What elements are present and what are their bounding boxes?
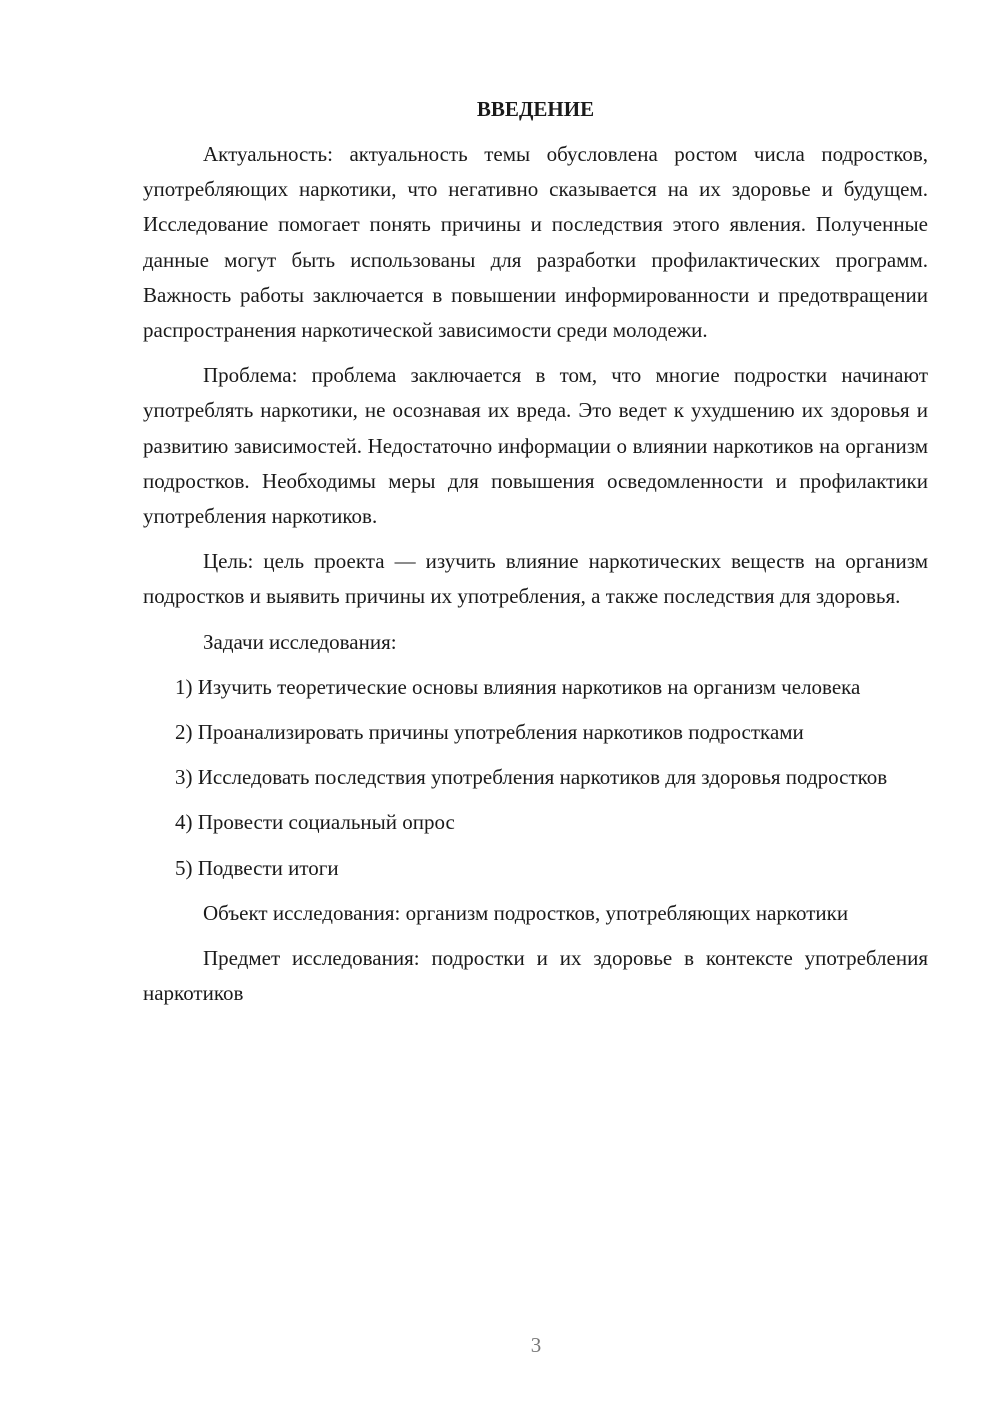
object-paragraph: Объект исследования: организм подростков, употребляющих наркотики <box>203 900 849 925</box>
document-page <box>143 92 928 1011</box>
tasks-list <box>143 670 928 886</box>
list-item: 2) Проанализировать причины употребления наркотиков подростками <box>175 720 804 745</box>
relevance-paragraph: Актуальность: актуальность темы обусловлена ростом числа подростков, употребляющих наркотики, что негативно сказывается на их здоровье и будущем. Исследование помогает понять причины и последствия этого явления. Полученные данные могут быть использованы для разработки профилактических программ. Важность работы заключается в повышении информированности и предотвращении распространения наркотической зависимости среди молодежи. <box>143 142 928 343</box>
list-item: 5) Подвести итоги <box>175 855 339 880</box>
page-title: ВВЕДЕНИЕ <box>476 97 595 121</box>
problem-paragraph: Проблема: проблема заключается в том, что многие подростки начинают употреблять наркотики, не осознавая их вреда. Это ведет к ухудшению их здоровья и развитию зависимостей. Недостаточно информации о влиянии наркотиков на организм подростков. Необходимы меры для повышения осведомленности и профилактики употребления наркотиков. <box>143 363 928 529</box>
tasks-heading: Задачи исследования: <box>203 629 397 654</box>
page-number: 3 <box>530 1333 542 1357</box>
list-item: 1) Изучить теоретические основы влияния наркотиков на организм человека <box>175 674 861 699</box>
list-item: 3) Исследовать последствия употребления наркотиков для здоровья подростков <box>175 765 888 790</box>
subject-paragraph: Предмет исследования: подростки и их здоровье в контексте употребления наркотиков <box>143 946 928 1006</box>
list-item: 4) Провести социальный опрос <box>175 810 455 835</box>
goal-paragraph: Цель: цель проекта — изучить влияние наркотических веществ на организм подростков и выявить причины их употребления, а также последствия для здоровья. <box>143 549 928 609</box>
